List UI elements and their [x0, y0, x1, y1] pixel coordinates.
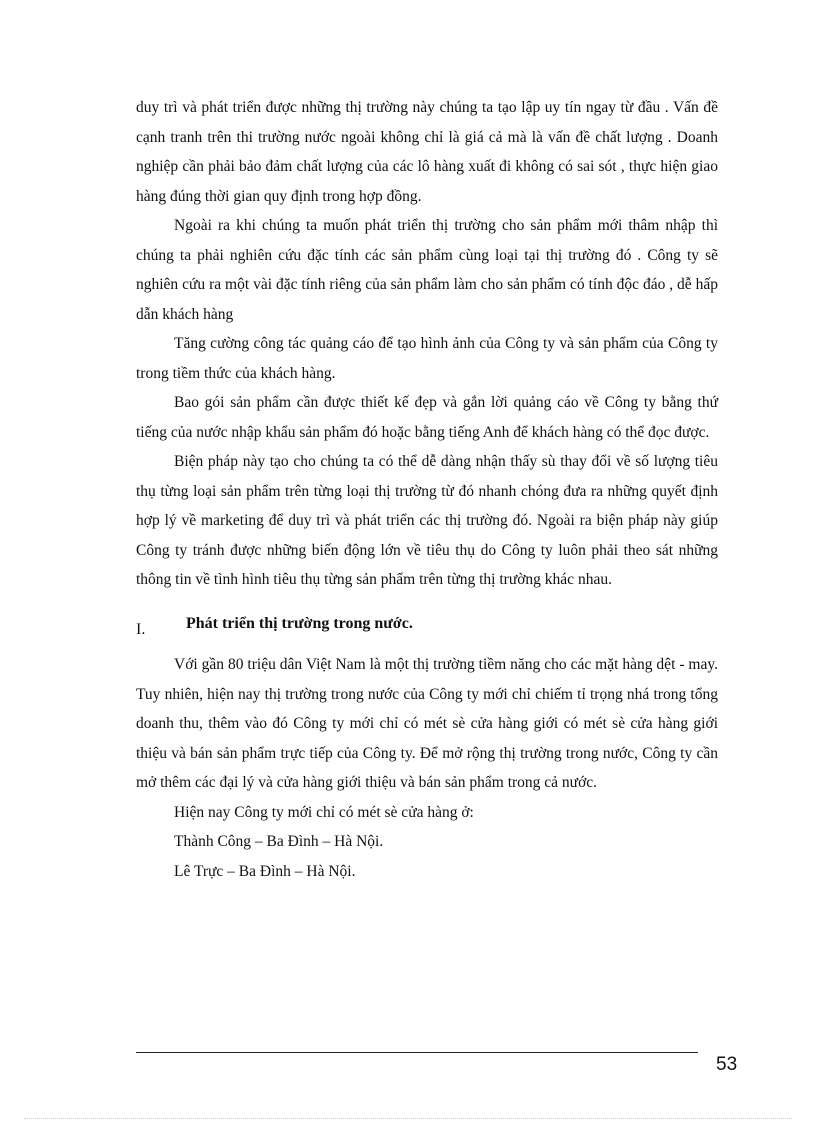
store-location-2: Lê Trực – Ba Đình – Hà Nội.	[174, 862, 356, 880]
store-intro-line: Hiện nay Công ty mới chỉ có mét sè cửa hàng ở:	[174, 803, 474, 821]
footer-divider	[136, 1052, 698, 1053]
store-location-1: Thành Công – Ba Đình – Hà Nội.	[174, 833, 384, 850]
section-title: Phát triển thị trường trong nước.	[186, 614, 413, 632]
section-heading	[136, 609, 718, 639]
paragraph-advertising: Tăng cường công tác quảng cáo để tạo hình ảnh của Công ty và sản phẩm của Công ty trong tiềm thức của khách hàng.	[136, 335, 718, 382]
page-number: 53	[716, 1054, 738, 1075]
section-number: I.	[136, 620, 146, 638]
page-edge-divider	[24, 1118, 792, 1119]
document-body	[136, 93, 718, 886]
paragraph-measures: Biện pháp này tạo cho chúng ta có thể dễ dàng nhận thấy sù thay đổi về số lượng tiêu thụ từng loại sản phẩm trên từng loại thị trường từ đó nhanh chóng đưa ra những quyết định hợp lý về marketing để duy trì và phát triển các thị trường đó. Ngoài ra biện pháp này giúp Công ty tránh được những biến động lớn về tiêu thụ do Công ty luôn phải theo sát những thông tin về tình hình tiêu thụ từng sản phẩm trên từng thị trường khác nhau.	[136, 453, 718, 588]
paragraph-new-products: Ngoài ra khi chúng ta muốn phát triển thị trường cho sản phẩm mới thâm nhập thì chúng ta phải nghiên cứu đặc tính các sản phẩm cùng loại tại thị trường đó . Công ty sẽ nghiên cứu ra một vài đặc tính riêng của sản phẩm làm cho sản phẩm có tính độc đáo , dễ hấp dẫn khách hàng	[136, 217, 718, 323]
paragraph-packaging: Bao gói sản phẩm cần được thiết kế đẹp và gắn lời quảng cáo về Công ty bằng thứ tiếng của nước nhập khẩu sản phẩm đó hoặc bằng tiếng Anh để khách hàng có thể đọc được.	[136, 394, 718, 441]
paragraph-continuation: duy trì và phát triển được những thị trường này chúng ta tạo lập uy tín ngay từ đầu . Vấn đề cạnh tranh trên thi trường nước ngoài không chỉ là giá cả mà là vấn đề chất lượng . Doanh nghiệp cần phải bảo đảm chất lượng của các lô hàng xuất đi không có sai sót , thực hiện giao hàng đúng thời gian quy định trong hợp đồng.	[136, 99, 718, 205]
paragraph-domestic-market: Với gần 80 triệu dân Việt Nam là một thị trường tiềm năng cho các mặt hàng dệt - may. Tuy nhiên, hiện nay thị trường trong nước của Công ty mới chỉ chiếm tỉ trọng nhá trong tổng doanh thu, thêm vào đó Công ty mới chỉ có mét sè cửa hàng giới có mét sè cửa hàng giới thiệu và bán sản phẩm trực tiếp của Công ty. Để mở rộng thị trường trong nước, Công ty cần mở thêm các đại lý và cửa hàng giới thiệu và bán sản phẩm trong cả nước.	[136, 656, 718, 791]
